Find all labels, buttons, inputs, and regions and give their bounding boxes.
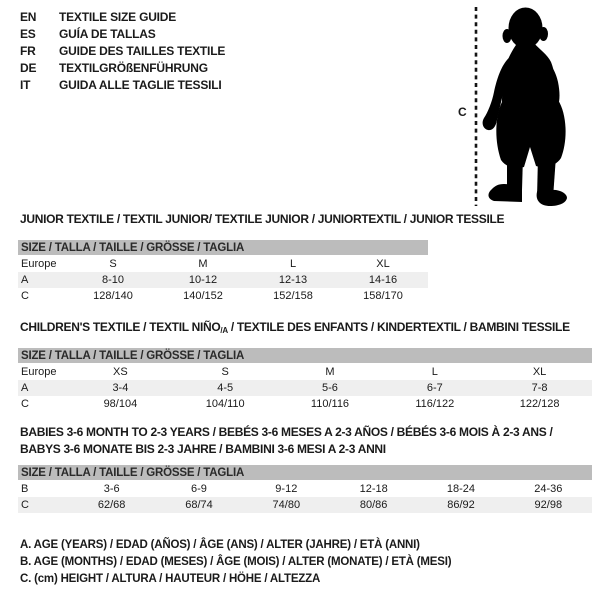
table-cell: 128/140: [93, 290, 133, 302]
table-cell: 74/80: [272, 499, 301, 511]
table-cell: 12-18: [359, 482, 388, 495]
toddler-silhouette-icon: [480, 0, 600, 210]
table-cell: L: [431, 365, 438, 378]
babies-title-line2: BABYS 3-6 MONATE BIS 2-3 JAHRE / BAMBINI 3-6 MESI A 2-3 ANNI: [20, 442, 386, 456]
size-header-bar: SIZE / TALLA / TAILLE / GRÖSSE / TAGLIA: [18, 465, 592, 480]
table-row-a: [18, 380, 592, 396]
language-code: DE: [20, 60, 37, 75]
table-row-c: [18, 396, 592, 412]
language-list: [20, 8, 225, 93]
table-cell: 152/158: [273, 290, 313, 302]
footnote-a: A. AGE (YEARS) / EDAD (AÑOS) / ÂGE (ANS) / ALTER (JAHRE) / ETÀ (ANNI): [20, 539, 420, 551]
language-row-es: [20, 25, 225, 42]
language-code: IT: [20, 77, 31, 92]
language-row-it: [20, 76, 225, 93]
table-cell: 9-12: [275, 482, 298, 495]
footnotes: [20, 537, 451, 588]
table-cell: 7-8: [531, 382, 548, 394]
table-row-europe: [18, 363, 592, 380]
row-label: Europe: [21, 257, 57, 270]
language-row-de: [20, 59, 225, 76]
table-cell: 158/170: [363, 290, 403, 302]
row-label: Europe: [21, 365, 57, 378]
babies-section-title: [20, 424, 552, 458]
table-cell: 3-4: [112, 382, 129, 394]
table-cell: 98/104: [103, 398, 138, 410]
table-cell: 80/86: [359, 499, 388, 511]
table-cell: M: [325, 365, 335, 378]
row-label: C: [21, 499, 29, 511]
table-cell: 122/128: [519, 398, 560, 410]
row-label: C: [21, 290, 29, 302]
junior-section-title: JUNIOR TEXTILE / TEXTIL JUNIOR/ TEXTILE JUNIOR / JUNIORTEXTIL / JUNIOR TESSILE: [20, 212, 505, 226]
children-size-table: [18, 348, 592, 412]
table-cell: 8-10: [101, 274, 125, 286]
height-measure-line: [473, 7, 479, 206]
table-cell: 110/116: [310, 398, 350, 410]
language-row-fr: [20, 42, 225, 59]
babies-size-table: [18, 465, 592, 513]
size-header-bar: SIZE / TALLA / TAILLE / GRÖSSE / TAGLIA: [18, 348, 592, 363]
table-cell: 116/122: [415, 398, 455, 410]
table-cell: S: [109, 257, 117, 270]
footnote-b: B. AGE (MONTHS) / EDAD (MESES) / ÂGE (MOIS) / ALTER (MONATE) / ETÀ (MESI): [20, 556, 452, 568]
table-cell: 3-6: [103, 482, 120, 495]
table-cell: S: [221, 365, 229, 378]
table-cell: 104/110: [205, 398, 245, 410]
table-cell: XS: [113, 365, 128, 378]
footnote-c: C. (cm) HEIGHT / ALTURA / HAUTEUR / HÖHE / ALTEZZA: [20, 573, 321, 585]
table-cell: 92/98: [534, 499, 563, 511]
table-row-b: [18, 480, 592, 497]
language-label: TEXTILGRÖßENFÜHRUNG: [59, 60, 208, 75]
table-cell: XL: [376, 257, 390, 270]
table-cell: 4-5: [217, 382, 234, 394]
table-cell: 12-13: [278, 274, 308, 286]
size-header-bar: SIZE / TALLA / TAILLE / GRÖSSE / TAGLIA: [18, 240, 428, 255]
children-title-pre: CHILDREN'S TEXTILE / TEXTIL NIÑO: [20, 320, 221, 334]
measure-label-c: C: [458, 105, 467, 119]
row-label: A: [21, 274, 29, 286]
table-row-a: [18, 272, 428, 288]
table-cell: 18-24: [446, 482, 476, 495]
language-label: TEXTILE SIZE GUIDE: [59, 9, 177, 24]
row-label: A: [21, 382, 29, 394]
table-cell: 14-16: [368, 274, 398, 286]
language-code: EN: [20, 9, 37, 24]
table-cell: 86/92: [447, 499, 475, 511]
table-cell: 10-12: [188, 274, 218, 286]
children-title-sub: /A: [220, 326, 228, 335]
children-section-title: [20, 319, 570, 339]
babies-title-line1: BABIES 3-6 MONTH TO 2-3 YEARS / BEBÉS 3-6 MESES A 2-3 AÑOS / BÉBÉS 3-6 MOIS À 2-3 ANS /: [20, 425, 553, 439]
language-row-en: [20, 8, 225, 25]
height-figure: [440, 0, 600, 212]
junior-size-table: [18, 240, 428, 304]
table-row-europe: [18, 255, 428, 272]
table-cell: 6-7: [426, 382, 443, 394]
children-title-post: / TEXTILE DES ENFANTS / KINDERTEXTIL / BAMBINI TESSILE: [227, 320, 570, 334]
table-cell: XL: [532, 365, 547, 378]
table-cell: M: [198, 257, 208, 270]
table-cell: 62/68: [97, 499, 126, 511]
table-cell: 68/74: [185, 499, 213, 511]
table-cell: 5-6: [322, 382, 338, 394]
language-label: GUIDE DES TAILLES TEXTILE: [59, 43, 226, 58]
table-cell: 6-9: [191, 482, 207, 495]
table-cell: 140/152: [183, 290, 223, 302]
table-row-c: [18, 288, 428, 304]
language-code: FR: [20, 43, 36, 58]
table-cell: 24-36: [534, 482, 563, 495]
language-label: GUIDA ALLE TAGLIE TESSILI: [59, 77, 222, 92]
language-label: GUÍA DE TALLAS: [59, 26, 156, 41]
table-cell: L: [289, 257, 297, 270]
row-label: B: [21, 482, 29, 495]
language-code: ES: [20, 26, 36, 41]
table-row-c: [18, 497, 592, 513]
row-label: C: [21, 398, 29, 410]
